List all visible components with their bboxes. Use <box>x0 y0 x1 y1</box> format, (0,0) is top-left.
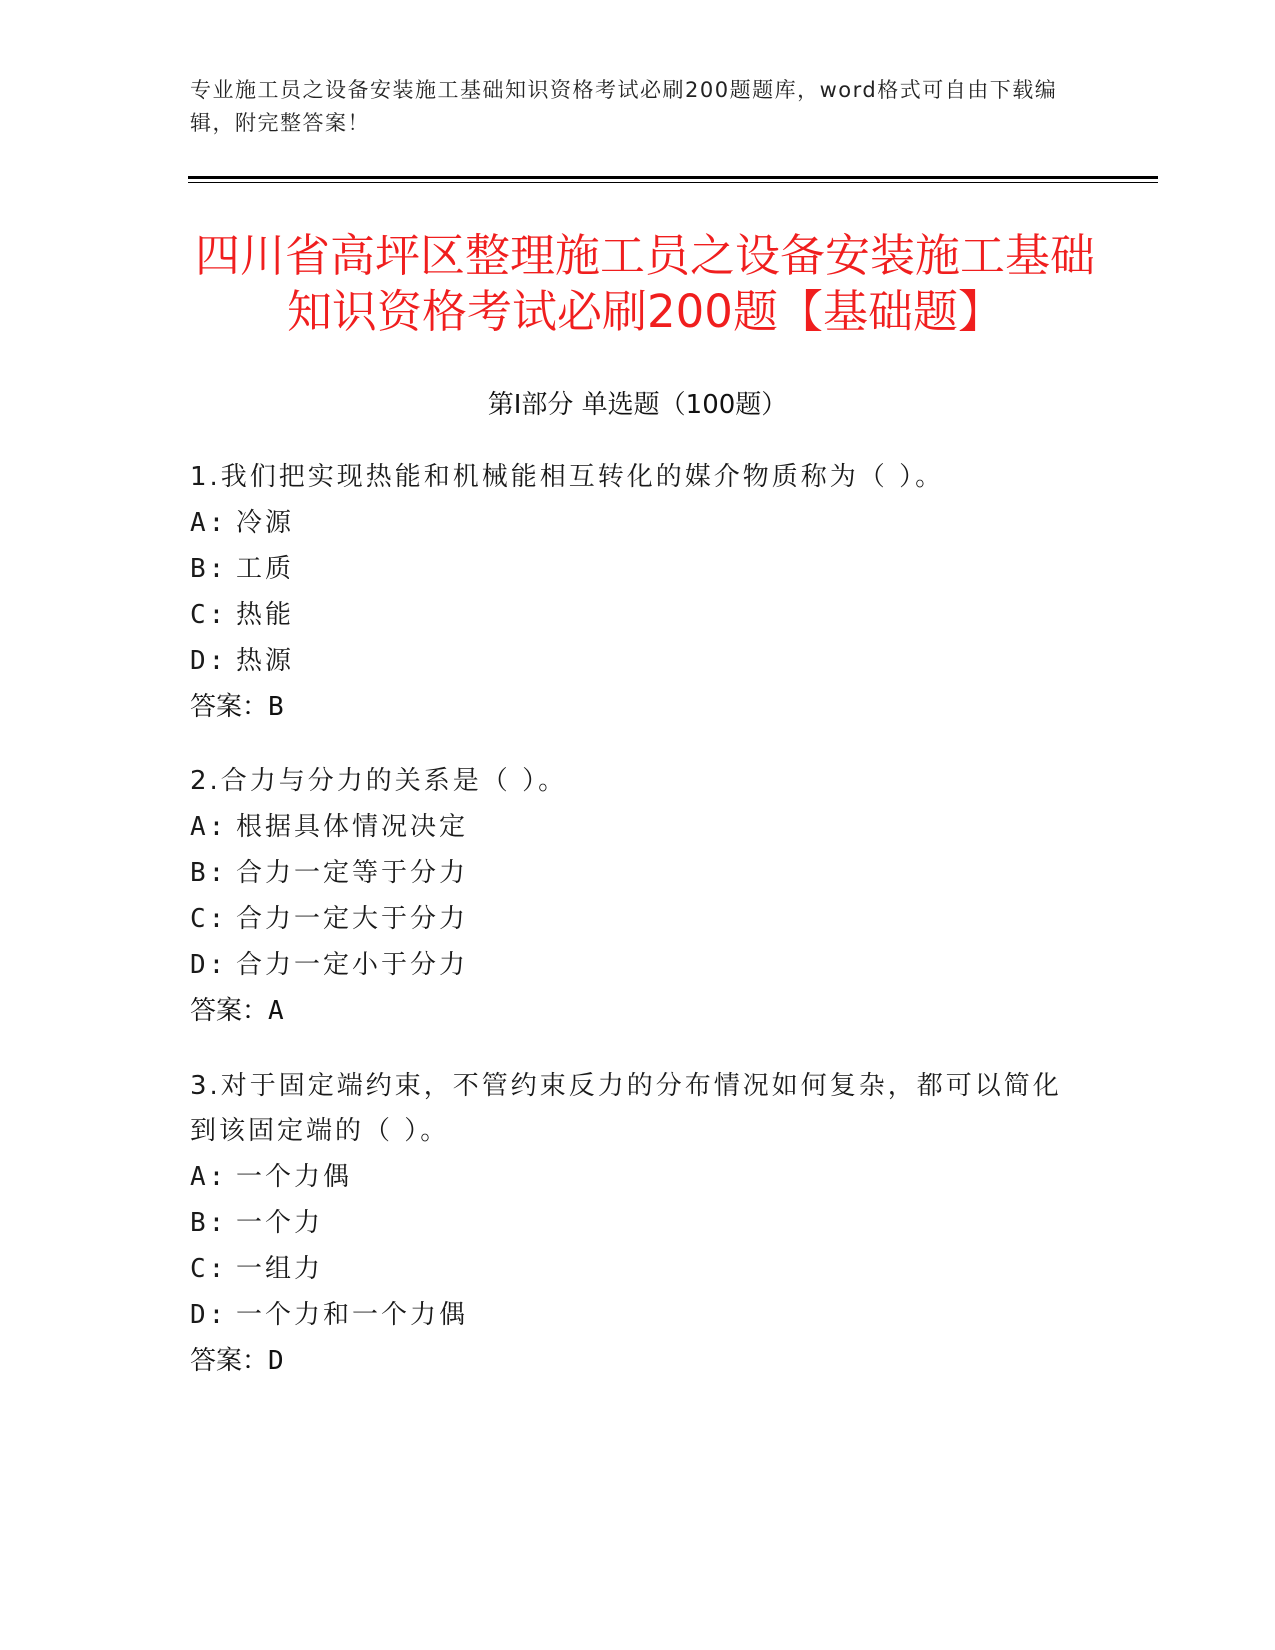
option-c <box>190 896 1090 942</box>
option-text: 热源 <box>236 646 295 676</box>
option-text: 合力一定小于分力 <box>236 950 469 980</box>
option-text: 一组力 <box>236 1254 324 1284</box>
option-d <box>190 942 1090 988</box>
answer-label: 答案： <box>190 692 269 722</box>
option-a <box>190 1154 1090 1200</box>
option-b <box>190 1200 1090 1246</box>
answer-line <box>190 1338 1090 1384</box>
option-text: 热能 <box>236 600 295 630</box>
option-text: 一个力 <box>236 1208 324 1238</box>
answer-label: 答案： <box>190 996 269 1026</box>
question-3 <box>190 1064 1090 1384</box>
option-text: 一个力和一个力偶 <box>236 1300 469 1330</box>
option-a <box>190 804 1090 850</box>
option-letter: B: <box>190 1208 228 1238</box>
option-text: 合力一定等于分力 <box>236 858 469 888</box>
option-text: 合力一定大于分力 <box>236 904 469 934</box>
option-b <box>190 850 1090 896</box>
answer-value: B <box>268 692 284 722</box>
option-a <box>190 500 1090 546</box>
answer-label: 答案： <box>190 1346 269 1376</box>
question-stem: 2.合力与分力的关系是（ ）。 <box>190 766 568 796</box>
option-letter: C: <box>190 904 228 934</box>
question-stem: 3.对于固定端约束，不管约束反力的分布情况如何复杂，都可以简化到该固定端的（ ）。 <box>190 1071 1062 1146</box>
option-letter: A: <box>190 1162 228 1192</box>
question-2 <box>190 759 1090 1034</box>
option-text: 一个力偶 <box>236 1162 353 1192</box>
option-d <box>190 1292 1090 1338</box>
answer-line <box>190 684 1090 730</box>
document-title: 四川省高坪区整理施工员之设备安装施工基础知识资格考试必刷200题【基础题】 <box>194 229 1095 338</box>
option-letter: B: <box>190 554 228 584</box>
answer-line <box>190 988 1090 1034</box>
question-1 <box>190 455 1090 730</box>
option-c <box>190 1246 1090 1292</box>
option-letter: D: <box>190 1300 228 1330</box>
header-divider-thick <box>188 176 1158 179</box>
answer-value: D <box>268 1346 284 1376</box>
option-letter: A: <box>190 812 228 842</box>
option-text: 冷源 <box>236 508 295 538</box>
option-text: 工质 <box>236 554 295 584</box>
option-c <box>190 592 1090 638</box>
option-letter: C: <box>190 600 228 630</box>
header-divider-thin <box>188 182 1158 183</box>
option-text: 根据具体情况决定 <box>236 812 469 842</box>
option-b <box>190 546 1090 592</box>
option-letter: D: <box>190 950 228 980</box>
header-note: 专业施工员之设备安装施工基础知识资格考试必刷200题题库，word格式可自由下载编辑，附完整答案！ <box>190 78 1058 135</box>
option-letter: A: <box>190 508 228 538</box>
section-heading: 第Ⅰ部分 单选题（100题） <box>487 390 788 420</box>
question-stem: 1.我们把实现热能和机械能相互转化的媒介物质称为（ ）。 <box>190 462 945 492</box>
option-d <box>190 638 1090 684</box>
answer-value: A <box>268 996 284 1026</box>
option-letter: B: <box>190 858 228 888</box>
option-letter: C: <box>190 1254 228 1284</box>
option-letter: D: <box>190 646 228 676</box>
